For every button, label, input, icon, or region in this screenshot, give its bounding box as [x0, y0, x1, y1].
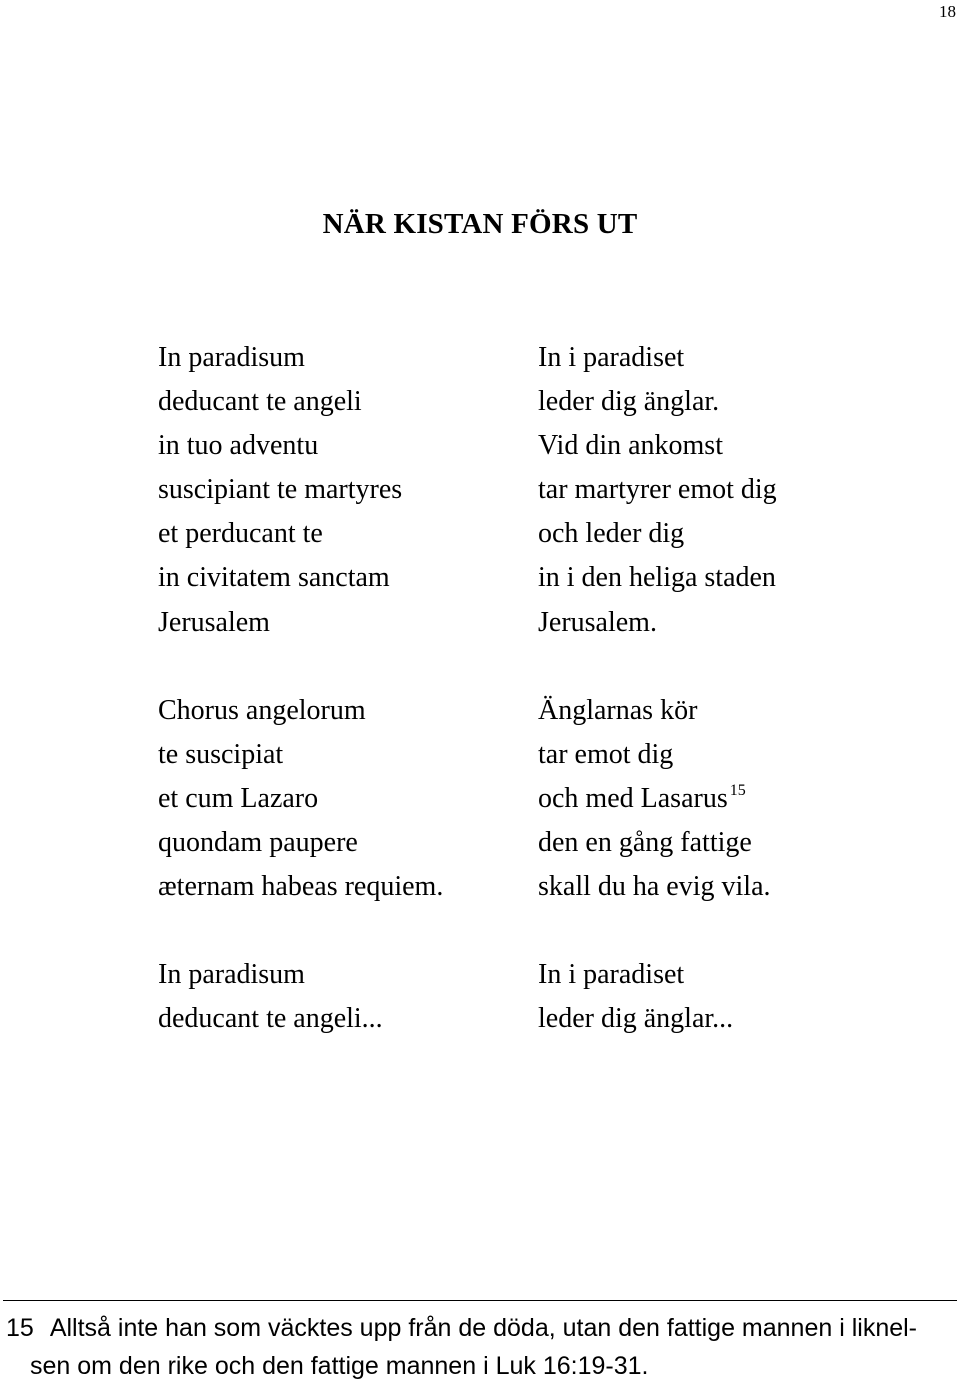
verse-line: et perducant te: [158, 518, 323, 550]
verse-line: et cum Lazaro: [158, 782, 319, 814]
swedish-column: [538, 336, 777, 1086]
swedish-stanza-3: [538, 953, 777, 1041]
verse-line: in tuo adventu: [158, 430, 319, 462]
swedish-stanza-1: [538, 336, 777, 645]
verse-line: in i den heliga staden: [538, 562, 776, 594]
verse-line: leder dig änglar.: [538, 386, 720, 418]
page-title: NÄR KISTAN FÖRS UT: [322, 208, 638, 240]
footnote-reference[interactable]: 15: [729, 781, 746, 799]
footnote-divider: [3, 1300, 957, 1301]
verse-text: och med Lasarus: [538, 782, 728, 814]
verse-line: In i paradiset: [538, 959, 685, 991]
footnote-number: 15: [6, 1314, 34, 1342]
verse-line: In i paradiset: [538, 342, 685, 373]
verse-line: den en gång fattige: [538, 827, 752, 859]
verse-line: suscipiant te martyres: [158, 474, 403, 506]
latin-stanza-3: [158, 953, 443, 1041]
verse-line: In paradisum: [158, 342, 305, 373]
verse-line: Änglarnas kör: [538, 694, 698, 726]
footnote-line-2: sen om den rike och den fattige mannen i Luk 16:19-31.: [30, 1352, 649, 1380]
verse-line: och leder dig: [538, 518, 685, 550]
footnote: [6, 1309, 946, 1385]
verse-line: in civitatem sanctam: [158, 562, 390, 594]
verse-line: tar martyrer emot dig: [538, 474, 777, 506]
footnote-text: Alltså inte han som väcktes upp från de döda, utan den fattige mannen i liknel-: [49, 1314, 918, 1342]
verse-line: tar emot dig: [538, 738, 674, 770]
verse-line: deducant te angeli...: [158, 1003, 383, 1035]
verse-line: te suscipiat: [158, 738, 284, 770]
verse-line: Jerusalem.: [538, 606, 657, 638]
verse-line: quondam paupere: [158, 827, 358, 859]
verse-line: In paradisum: [158, 959, 305, 991]
verse-line: leder dig änglar...: [538, 1003, 734, 1035]
swedish-stanza-2: [538, 689, 777, 909]
verse-line-with-footnote: [538, 777, 777, 821]
verse-line: deducant te angeli: [158, 386, 362, 418]
footnote-line-1: [6, 1309, 946, 1347]
verse-line: Jerusalem: [158, 606, 270, 638]
latin-stanza-1: [158, 336, 443, 645]
latin-column: [158, 336, 443, 1086]
page-number: 18: [939, 2, 956, 21]
verse-line: æternam habeas requiem.: [158, 871, 444, 903]
verse-line: skall du ha evig vila.: [538, 871, 771, 903]
verse-line: Chorus angelorum: [158, 694, 366, 726]
verse-line: Vid din ankomst: [538, 430, 723, 462]
latin-stanza-2: [158, 689, 443, 909]
